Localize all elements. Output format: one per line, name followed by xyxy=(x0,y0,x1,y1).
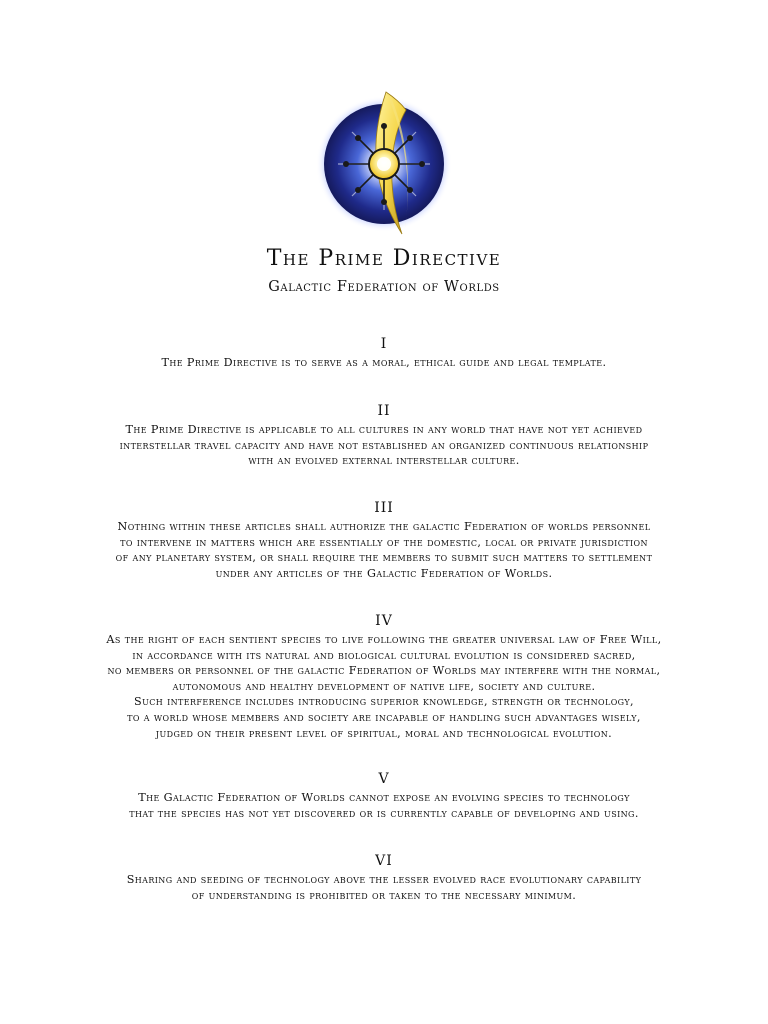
article-line: interstellar travel capacity and have not established an organized continuous relationship xyxy=(119,438,649,452)
article-line: that the species has not yet discovered or is currently capable of developing and using. xyxy=(129,806,639,820)
page-title: The Prime Directive xyxy=(266,246,502,271)
page-subtitle: Galactic Federation of Worlds xyxy=(268,279,500,295)
article-line: in accordance with its natural and biological cultural evolution is considered sacred, xyxy=(132,648,636,662)
article-line: to intervene in matters which are essentially of the domestic, local or private jurisdiction xyxy=(120,535,648,549)
galactic-federation-emblem-icon xyxy=(316,88,456,238)
article-line: with an evolved external interstellar culture. xyxy=(248,454,520,468)
article-numeral: VI xyxy=(375,853,393,869)
article-numeral: III xyxy=(374,500,394,516)
article-2 xyxy=(0,403,768,469)
article-numeral: I xyxy=(380,336,388,352)
article-line: The Galactic Federation of Worlds cannot expose an evolving species to technology xyxy=(138,791,630,804)
article-line: As the right of each sentient species to live following the greater universal law of Free Will, xyxy=(106,633,662,646)
article-line: judged on their present level of spiritual, moral and technological evolution. xyxy=(155,726,613,740)
article-line: The Prime Directive is to serve as a moral, ethical guide and legal template. xyxy=(161,356,607,369)
article-1 xyxy=(0,336,768,371)
article-line: autonomous and healthy development of native life, society and culture. xyxy=(172,679,596,693)
article-3 xyxy=(0,500,768,581)
article-line: of understanding is prohibited or taken to the necessary minimum. xyxy=(191,888,577,902)
article-numeral: II xyxy=(377,403,391,419)
article-line: to a world whose members and society are incapable of handling such advantages wisely, xyxy=(127,710,641,724)
article-line: no members or personnel of the galactic Federation of Worlds may interfere with the normal, xyxy=(107,664,661,678)
article-numeral: V xyxy=(378,771,390,787)
article-line: Sharing and seeding of technology above the lesser evolved race evolutionary capability xyxy=(126,873,642,886)
article-line: under any articles of the Galactic Federation of Worlds. xyxy=(215,566,553,580)
article-line: of any planetary system, or shall require the members to submit such matters to settlement xyxy=(115,551,653,565)
article-line: Such interference includes introducing superior knowledge, strength or technology, xyxy=(134,695,634,709)
article-numeral: IV xyxy=(375,613,393,629)
article-line: The Prime Directive is applicable to all cultures in any world that have not yet achieved xyxy=(125,423,643,436)
article-line: Nothing within these articles shall authorize the galactic Federation of worlds personnel xyxy=(117,520,651,533)
article-5 xyxy=(0,771,768,821)
article-6 xyxy=(0,853,768,903)
article-4 xyxy=(0,613,768,741)
